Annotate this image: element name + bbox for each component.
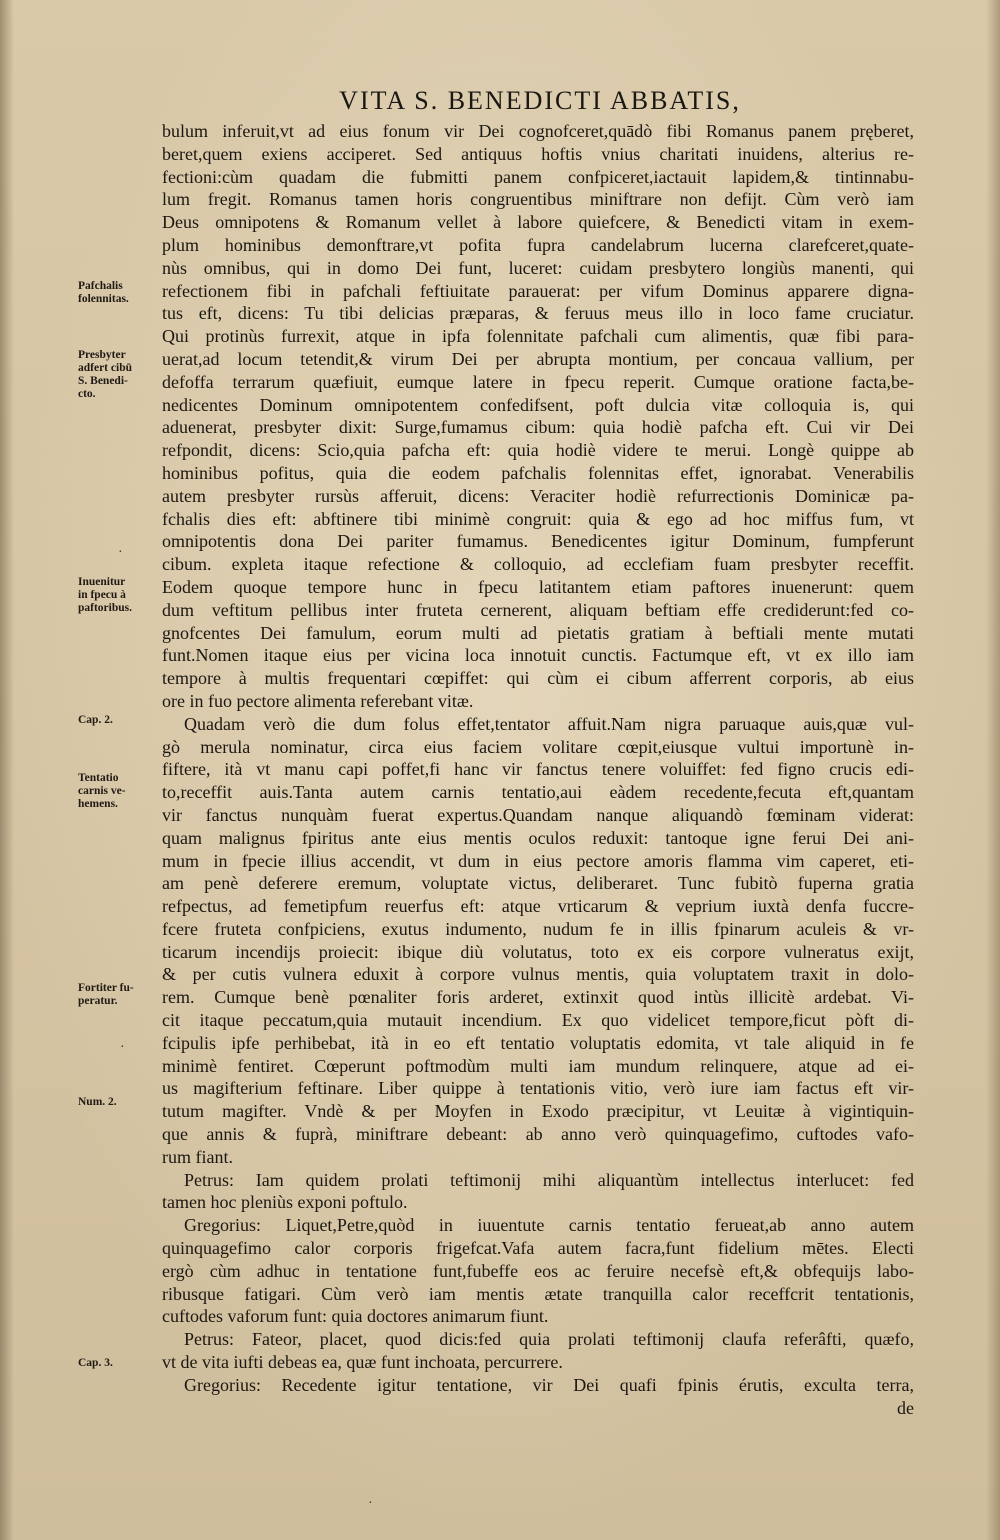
text-line: tus eft, dicens: Tu tibi delicias præparas, & feruus meus illo in loco fame cruciatur.	[162, 303, 914, 324]
text-line: defoffa terrarum quæfiuit, eumque latere in fpecu reperit. Cumque oratione facta,be-	[162, 371, 914, 392]
text-line: am penè deferere eremum, voluptate victus, deliberaret. Tunc fubitò fuperna gratia	[162, 873, 914, 894]
margin-note	[78, 280, 129, 306]
text-line: fchalis dies eft: abftinere tibi minimè congruit: quia & ego ad hoc miffus fum, vt	[162, 508, 914, 529]
text-line: Deus omnipotens & Romanum vellet à labore quiefcere, & Benedicti vitam in exem-	[162, 212, 914, 233]
text-line: Eodem quoque tempore hunc in fpecu latitantem etiam paftores inuenerunt: quem	[162, 576, 914, 597]
text-line: Gregorius: Recedente igitur tentatione, vir Dei quafi fpinis érutis, exculta terra,	[184, 1374, 914, 1395]
text-line: ergò cùm adhuc in tentatione funt,fubeffe eos ac feruire necefsè eft,& obfequijs labo-	[162, 1260, 914, 1281]
margin-note-line: Presbyter	[78, 349, 126, 361]
text-line: ribusque fatigari. Cùm verò iam mentis ætate tranquilla calor receffcrit tentationis,	[162, 1283, 914, 1304]
margin-note-line: Tentatio	[78, 772, 119, 784]
text-line: gnofcentes Dei famulum, eorum multi ad pietatis gratiam à beftiali mente mutati	[162, 622, 914, 643]
page-left-edge	[0, 0, 14, 1540]
text-line: tutum magifter. Vndè & per Moyfen in Exodo præcipitur, vt Leuitæ à vigintiquin-	[162, 1101, 914, 1122]
text-line: Petrus: Fateor, placet, quod dicis:fed quia prolati teftimonij claufa referâfti, quæfo,	[184, 1329, 914, 1350]
text-line: mum in fpecie illius accendit, vt dum in eius pectore amoris flamma vim caperet, eti-	[162, 850, 914, 871]
text-line: refpondit, dicens: Scio,quia pafcha eft: quia hodiè videre te merui. Longè quippe ab	[162, 440, 914, 461]
text-line: uerat,ad locum tetendit,& virum Dei per abrupta montium, per concaua vallium, per	[162, 348, 914, 369]
text-line: cibum. expleta itaque refectione & colloquio, ad ecclefiam fuam presbyter receffit.	[162, 554, 914, 575]
text-line: us magifterium feftinare. Liber quippe à tentationis vitio, verò iure iam factus eft vir-	[162, 1078, 914, 1099]
text-line: aduenerat, presbyter dixit: Surge,fumamus cibum: quia hodiè pafcha eft. Cui vir Dei	[162, 417, 914, 438]
text-line: rum fiant.	[162, 1146, 233, 1167]
margin-note-line: cto.	[78, 388, 96, 400]
running-head: VITA S. BENEDICTI ABBATIS,	[339, 86, 741, 115]
text-line: & per cutis vulnera eduxit à corpore vulnus mentis, quia voluptatem traxit in dolo-	[162, 964, 914, 985]
text-line: Gregorius: Liquet,Petre,quòd in iuuentute carnis tentatio ferueat,ab anno autem	[184, 1215, 914, 1236]
text-line: vir fanctus nunquàm fuerat expertus.Quandam nanque aliquandò fœminam viderat:	[162, 804, 914, 825]
margin-note-line: folennitas.	[78, 293, 129, 305]
text-line: fcipulis ipfe perhibebat, ità in eo eft tentatio voluptatis edomita, vt tale aliquid in fe	[162, 1032, 914, 1053]
margin-note-line: Inuenitur	[78, 576, 126, 588]
text-line: gò merula nominatur, circa eius faciem volitare cœpit,eiusque vultui importunè in-	[162, 736, 914, 757]
margin-note-line: in fpecu à	[78, 589, 126, 601]
text-line: hominibus pofitus, quia die eodem pafchalis folennitas effet, ignorabat. Venerabilis	[162, 462, 914, 483]
margin-mark: ·	[120, 1040, 125, 1055]
text-line: fectioni:cùm quadam die fubmitti panem confpiceret,iactauit lapidem,& tintinnabu-	[162, 166, 914, 187]
margin-note	[78, 982, 134, 1008]
margin-note-line: S. Benedi-	[78, 375, 128, 387]
text-line: vt de vita iufti debeas ea, quæ funt inchoata, percurrere.	[162, 1352, 563, 1373]
margin-note-line: hemens.	[78, 798, 118, 810]
text-line: bulum inferuit,vt ad eius fonum vir Dei cognofceret,quādò fibi Romanus panem pręberet,	[162, 121, 914, 141]
text-line: lum fregit. Romanus tamen horis congruentibus miniftrare non defijt. Cùm verò iam	[162, 189, 914, 210]
text-line: fiftere, ità vt manu capi poffet,fi hanc vir fanctus tenere voluiffet: fed figno crucis edi-	[162, 759, 914, 780]
text-line: funt.Nomen itaque eius per vicina loca innotuit cunctis. Factumque eft, vt ex illo iam	[162, 645, 914, 666]
text-line: fcere fruteta confpiciens, exutus indumento, nudum fe in illis fpinarum aculeis & vr-	[162, 918, 914, 939]
text-line: quinquagefimo calor corporis frigefcat.Vafa autem facra,funt fidelium mētes. Electi	[162, 1238, 914, 1259]
text-line: plum hominibus demonftrare,vt pofita fupra candelabrum lucerna clarefceret,quate-	[162, 234, 914, 255]
margin-note-line: Num. 2.	[78, 1096, 117, 1108]
margin-mark: ·	[118, 545, 123, 560]
text-line: cuftodes vaforum funt: quia doctores animarum fiunt.	[162, 1306, 549, 1327]
text-line: Qui protinùs furrexit, atque in ipfa folennitate pafchali cum alimentis, quæ fibi para-	[162, 326, 914, 347]
text-line: ticarum incendijs proiecit: ibique diù volutatus, toto ex eis corpore vulneratus exijt,	[162, 941, 914, 962]
text-line: refpectus, ad femetipfum reuerfus eft: atque vrticarum & veprium iuxtà denfa fuccre-	[162, 896, 914, 917]
text-line: Quadam verò die dum folus effet,tentator affuit.Nam nigra paruaque auis,quæ vul-	[184, 713, 914, 734]
text-line: que annis & fuprà, miniftrare debeant: ab anno verò quinquagefimo, cuftodes vafo-	[162, 1124, 914, 1145]
text-line: autem presbyter rursùs afferuit, dicens: Veraciter hodiè refurrectionis Dominicæ pa-	[162, 485, 914, 506]
text-line: de	[897, 1397, 914, 1418]
margin-note	[78, 772, 126, 811]
ink-mark: ·	[368, 1496, 373, 1511]
margin-note-line: Pafchalis	[78, 280, 123, 292]
margin-note-line: carnis ve-	[78, 785, 126, 797]
text-line: dum veftitum pellibus inter fruteta cernerent, aliquam beftiam effe crediderunt:fed co-	[162, 599, 914, 620]
margin-note-line: paftoribus.	[78, 602, 132, 614]
text-line: cit itaque peccatum,quia mutauit incendium. Ex quo videlicet tempore,ficut pòft di-	[162, 1010, 914, 1031]
text-line: ore in fuo pectore alimenta referebant vitæ.	[162, 690, 474, 711]
text-line: minimè fentiret. Cœperunt poftmodùm multi iam mundum relinquere, atque ad ei-	[162, 1055, 914, 1076]
margin-note	[78, 349, 132, 401]
text-line: tempore à multis frequentari cœpiffet: qui cùm ei cibum afferrent corporis, ab eius	[162, 668, 914, 689]
body-text	[162, 120, 914, 1419]
margin-note	[78, 1357, 113, 1370]
margin-note-line: adfert cibū	[78, 362, 132, 374]
text-line: nedicentes Dominum omnipotentem confedifsent, poft dulcia vitæ colloquia is, qui	[162, 394, 914, 415]
text-line: rem. Cumque benè pœnaliter foris arderet, extinxit quod intùs illicitè ardebat. Vi-	[162, 987, 914, 1008]
margin-note-line: peratur.	[78, 995, 118, 1007]
text-line: refectionem fibi in pafchali feftiuitate parauerat: per vifum Dominus apparere digna-	[162, 280, 914, 301]
text-line: tamen hoc pleniùs exponi poftulo.	[162, 1192, 408, 1213]
margin-note-line: Cap. 3.	[78, 1357, 113, 1369]
margin-note	[78, 714, 113, 727]
text-line: nùs omnibus, qui in domo Dei funt, luceret: cuidam presbytero longiùs manenti, qui	[162, 257, 914, 278]
text-line: Petrus: Iam quidem prolati teftimonij mihi aliquantùm intellectus interlucet: fed	[184, 1169, 914, 1190]
page-right-edge	[986, 0, 1000, 1540]
text-line: omnipotentis dona Dei pariter fumamus. Benedicentes igitur Dominum, fumpferunt	[162, 531, 914, 552]
text-line: quam malignus fpiritus ante eius mentis oculos reduxit: tantoque igne ferui Dei ani-	[162, 827, 914, 848]
margin-note	[78, 576, 132, 615]
margin-note	[78, 1096, 117, 1109]
text-line: beret,quem exiens acciperet. Sed antiquus hoftis vnius charitati inuidens, alterius re-	[162, 143, 914, 164]
margin-note-line: Cap. 2.	[78, 714, 113, 726]
text-line: to,receffit auis.Tanta autem carnis tentatio,aui eàdem recedente,fecuta eft,quantam	[162, 782, 914, 803]
margin-note-line: Fortiter fu-	[78, 982, 134, 994]
